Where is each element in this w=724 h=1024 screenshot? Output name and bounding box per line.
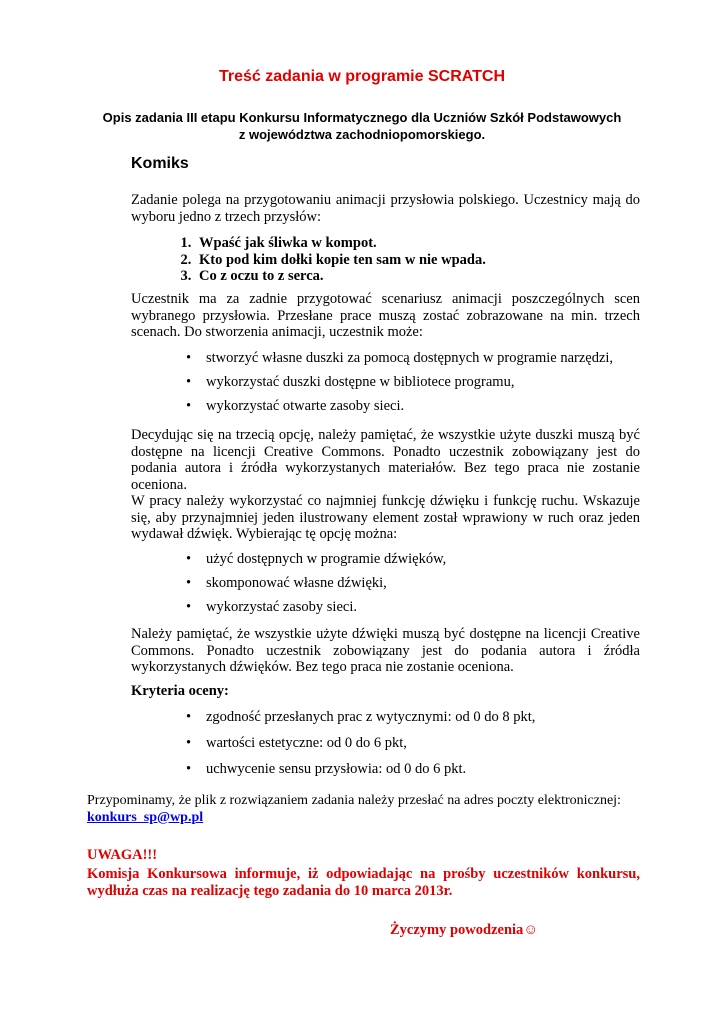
intro-paragraph: Zadanie polega na przygotowaniu animacji przysłowia polskiego. Uczestnicy mają do wyboru jedno z trzech przysłów: (131, 192, 640, 225)
list-item: • wartości estetyczne: od 0 do 6 pkt, (172, 735, 535, 752)
sound-options-list (172, 551, 446, 616)
list-item: • wykorzystać duszki dostępne w bibliotece programu, (172, 374, 613, 391)
list-item: • zgodność przesłanych prac z wytycznymi: od 0 do 8 pkt, (172, 709, 535, 726)
list-item: • uchwycenie sensu przysłowia: od 0 do 6 pkt. (172, 761, 535, 778)
license-paragraph: Decydując się na trzecią opcję, należy pamiętać, że wszystkie użyte duszki muszą być dostępne na licencji Creative Commons. Ponadto uczestnik zobowiązany jest do podania autora i źródła wykorzystanych materiałów. Bez tego praca nie zostanie oceniona. (131, 427, 640, 493)
proverb-list (163, 235, 486, 285)
criteria-list (172, 709, 535, 778)
wishes-line (390, 922, 538, 939)
list-item: • skomponować własne dźwięki, (172, 575, 446, 592)
proverb-item: 3. Co z oczu to z serca. (195, 268, 486, 285)
proverb-item: 1. Wpaść jak śliwka w kompot. (195, 235, 486, 252)
smiley-icon: ☺ (523, 922, 539, 938)
reminder-block (87, 793, 647, 826)
subtitle-line-1: Opis zadania III etapu Konkursu Informatycznego dla Uczniów Szkół Podstawowych (102, 110, 622, 125)
wishes-text: Życzymy powodzenia (390, 922, 524, 938)
sound-license-paragraph: Należy pamiętać, że wszystkie użyte dźwięki muszą być dostępne na licencji Creative Commons. Ponadto uczestnik zobowiązany jest do podania autora i źródła wykorzystanych dźwięków. Bez tego praca nie zostanie oceniona. (131, 626, 640, 676)
scenario-paragraph: Uczestnik ma za zadnie przygotować scenariusz animacji poszczególnych scen wybranego przysłowia. Przesłane prace muszą zostać zobrazowane na min. trzech scenach. Do stworzenia animacji, uczestnik może: (131, 291, 640, 341)
reminder-text: Przypominamy, że plik z rozwiązaniem zadania należy przesłać na adres poczty elektronicznej: (87, 793, 621, 808)
sprite-options-list (172, 350, 613, 415)
criteria-heading: Kryteria oceny: (131, 683, 229, 699)
email-link[interactable]: konkurs_sp@wp.pl (87, 809, 204, 825)
list-item: • stworzyć własne duszki za pomocą dostępnych w programie narzędzi, (172, 350, 613, 367)
subtitle-line-2: z województwa zachodniopomorskiego. (238, 127, 486, 142)
list-item: • wykorzystać otwarte zasoby sieci. (172, 398, 613, 415)
document-title: Treść zadania w programie SCRATCH (219, 68, 505, 85)
proverb-item: 2. Kto pod kim dołki kopie ten sam w nie wpada. (195, 252, 486, 269)
sound-paragraph: W pracy należy wykorzystać co najmniej funkcję dźwięku i funkcję ruchu. Wskazuje się, aby przynajmniej jeden ilustrowany element został wprawiony w ruch oraz jeden wydawał dźwięk. Wybierając tę opcję można: (131, 493, 640, 543)
section-heading: Komiks (131, 155, 189, 172)
list-item: • wykorzystać zasoby sieci. (172, 599, 446, 616)
document-subtitle (60, 109, 664, 143)
list-item: • użyć dostępnych w programie dźwięków, (172, 551, 446, 568)
warning-body: Komisja Konkursowa informuje, iż odpowiadając na prośby uczestników konkursu, wydłuża czas na realizację tego zadania do 10 marca 2013r. (87, 866, 640, 899)
warning-title: UWAGA!!! (87, 847, 158, 863)
